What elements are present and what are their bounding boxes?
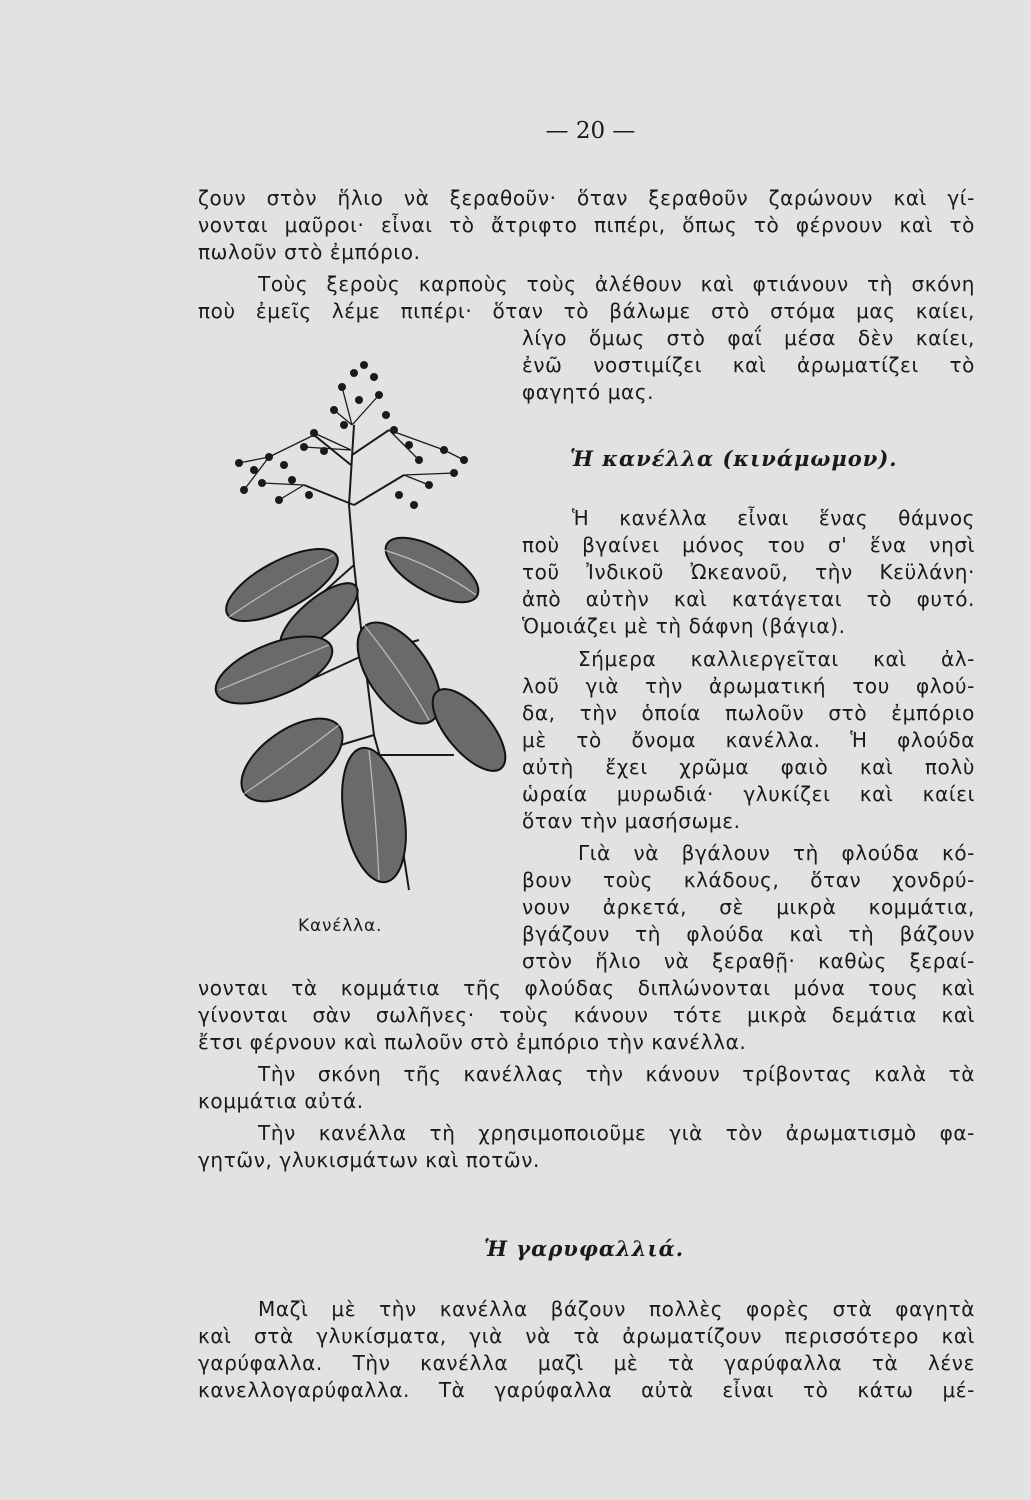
text-line: φαγητό μας. [522, 380, 655, 404]
text-line: Τοὺς ξεροὺς καρποὺς τοὺς ἀλέθουν καὶ φτιάνουν τὴ σκόνη [258, 272, 975, 296]
text-line: ὡραία μυρωδιά· γλυκίζει καὶ καίει [522, 782, 975, 806]
text-line: μὲ τὸ ὄνομα κανέλλα. Ἡ φλούδα [522, 728, 975, 752]
text-line: Τὴν σκόνη τῆς κανέλλας τὴν κάνουν τρίβοντας καλὰ τὰ [258, 1062, 975, 1086]
text-line: ὅταν τὴν μασήσωμε. [522, 809, 741, 833]
figure-caption: Κανέλλα. [298, 916, 383, 936]
text-line: Γιὰ νὰ βγάλουν τὴ φλούδα κό- [578, 841, 975, 865]
text-line: Ὁμοιάζει μὲ τὴ δάφνη (βάγια). [522, 614, 846, 638]
text-line: ποὺ ἐμεῖς λέμε πιπέρι· ὅταν τὸ βάλωμε στὸ στόμα μας καίει, [198, 299, 975, 323]
text-line: πωλοῦν στὸ ἐμπόριο. [198, 240, 421, 264]
text-line: ζουν στὸν ἥλιο νὰ ξεραθοῦν· ὅταν ξεραθοῦν ζαρώνουν καὶ γί- [198, 186, 975, 210]
cinnamon-illustration [214, 355, 514, 900]
text-line: κομμάτια αὐτά. [198, 1089, 364, 1113]
text-line: γητῶν, γλυκισμάτων καὶ ποτῶν. [198, 1148, 540, 1172]
text-line: νονται τὰ κομμάτια τῆς φλούδας διπλώνονται μόνα τους καὶ [198, 976, 975, 1000]
text-line: νουν ἀρκετά, σὲ μικρὰ κομμάτια, [522, 895, 975, 919]
text-line: στὸν ἥλιο νὰ ξεραθῇ· καθὼς ξεραί- [522, 949, 975, 973]
text-line: κανελλογαρύφαλλα. Τὰ γαρύφαλλα αὐτὰ εἶναι τὸ κάτω μέ- [198, 1378, 975, 1402]
text-line: λίγο ὅμως στὸ φαΐ μέσα δὲν καίει, [522, 326, 975, 350]
text-line: νονται μαῦροι· εἶναι τὸ ἄτριφτο πιπέρι, ὅπως τὸ φέρνουν καὶ τὸ [198, 213, 975, 237]
text-line: βγάζουν τὴ φλούδα καὶ τὴ βάζουν [522, 922, 975, 946]
text-line: ἐνῶ νοστιμίζει καὶ ἀρωματίζει τὸ [522, 353, 975, 377]
text-line: ἔτσι φέρνουν καὶ πωλοῦν στὸ ἐμπόριο τὴν κανέλλα. [198, 1030, 747, 1054]
page-number: — 20 — [545, 118, 636, 144]
text-line: αὐτὴ ἔχει χρῶμα φαιὸ καὶ πολὺ [522, 755, 975, 779]
text-line: ποὺ βγαίνει μόνος του σ' ἕνα νησὶ [522, 533, 975, 557]
text-line: δα, τὴν ὁποία πωλοῦν στὸ ἐμπόριο [522, 701, 975, 725]
text-line: βουν τοὺς κλάδους, ὅταν χονδρύ- [522, 868, 975, 892]
text-line: καὶ στὰ γλυκίσματα, γιὰ νὰ τὰ ἀρωματίζουν περισσότερο καὶ [198, 1324, 975, 1348]
section-title-cinnamon: Ἡ κανέλλα (κινάμωμον). [570, 446, 898, 471]
text-line: Τὴν κανέλλα τὴ χρησιμοποιοῦμε γιὰ τὸν ἀρωματισμὸ φα- [258, 1121, 975, 1145]
text-line: γίνονται σὰν σωλῆνες· τοὺς κάνουν τότε μικρὰ δεμάτια καὶ [198, 1003, 975, 1027]
text-line: Σήμερα καλλιεργεῖται καὶ ἀλ- [578, 647, 975, 671]
text-line: Ἡ κανέλλα εἶναι ἕνας θάμνος [572, 506, 975, 530]
text-line: Μαζὶ μὲ τὴν κανέλλα βάζουν πολλὲς φορὲς στὰ φαγητὰ [258, 1297, 975, 1321]
text-line: λοῦ γιὰ τὴν ἀρωματική του φλού- [522, 674, 975, 698]
text-line: ἀπὸ αὐτὴν καὶ κατάγεται τὸ φυτό. [522, 587, 975, 611]
section-title-clove: Ἡ γαρυφαλλιά. [484, 1236, 685, 1261]
text-line: γαρύφαλλα. Τὴν κανέλλα μαζὶ μὲ τὰ γαρύφαλλα τὰ λένε [198, 1351, 975, 1375]
text-line: τοῦ Ἰνδικοῦ Ὠκεανοῦ, τὴν Κεϋλάνη· [522, 560, 975, 584]
